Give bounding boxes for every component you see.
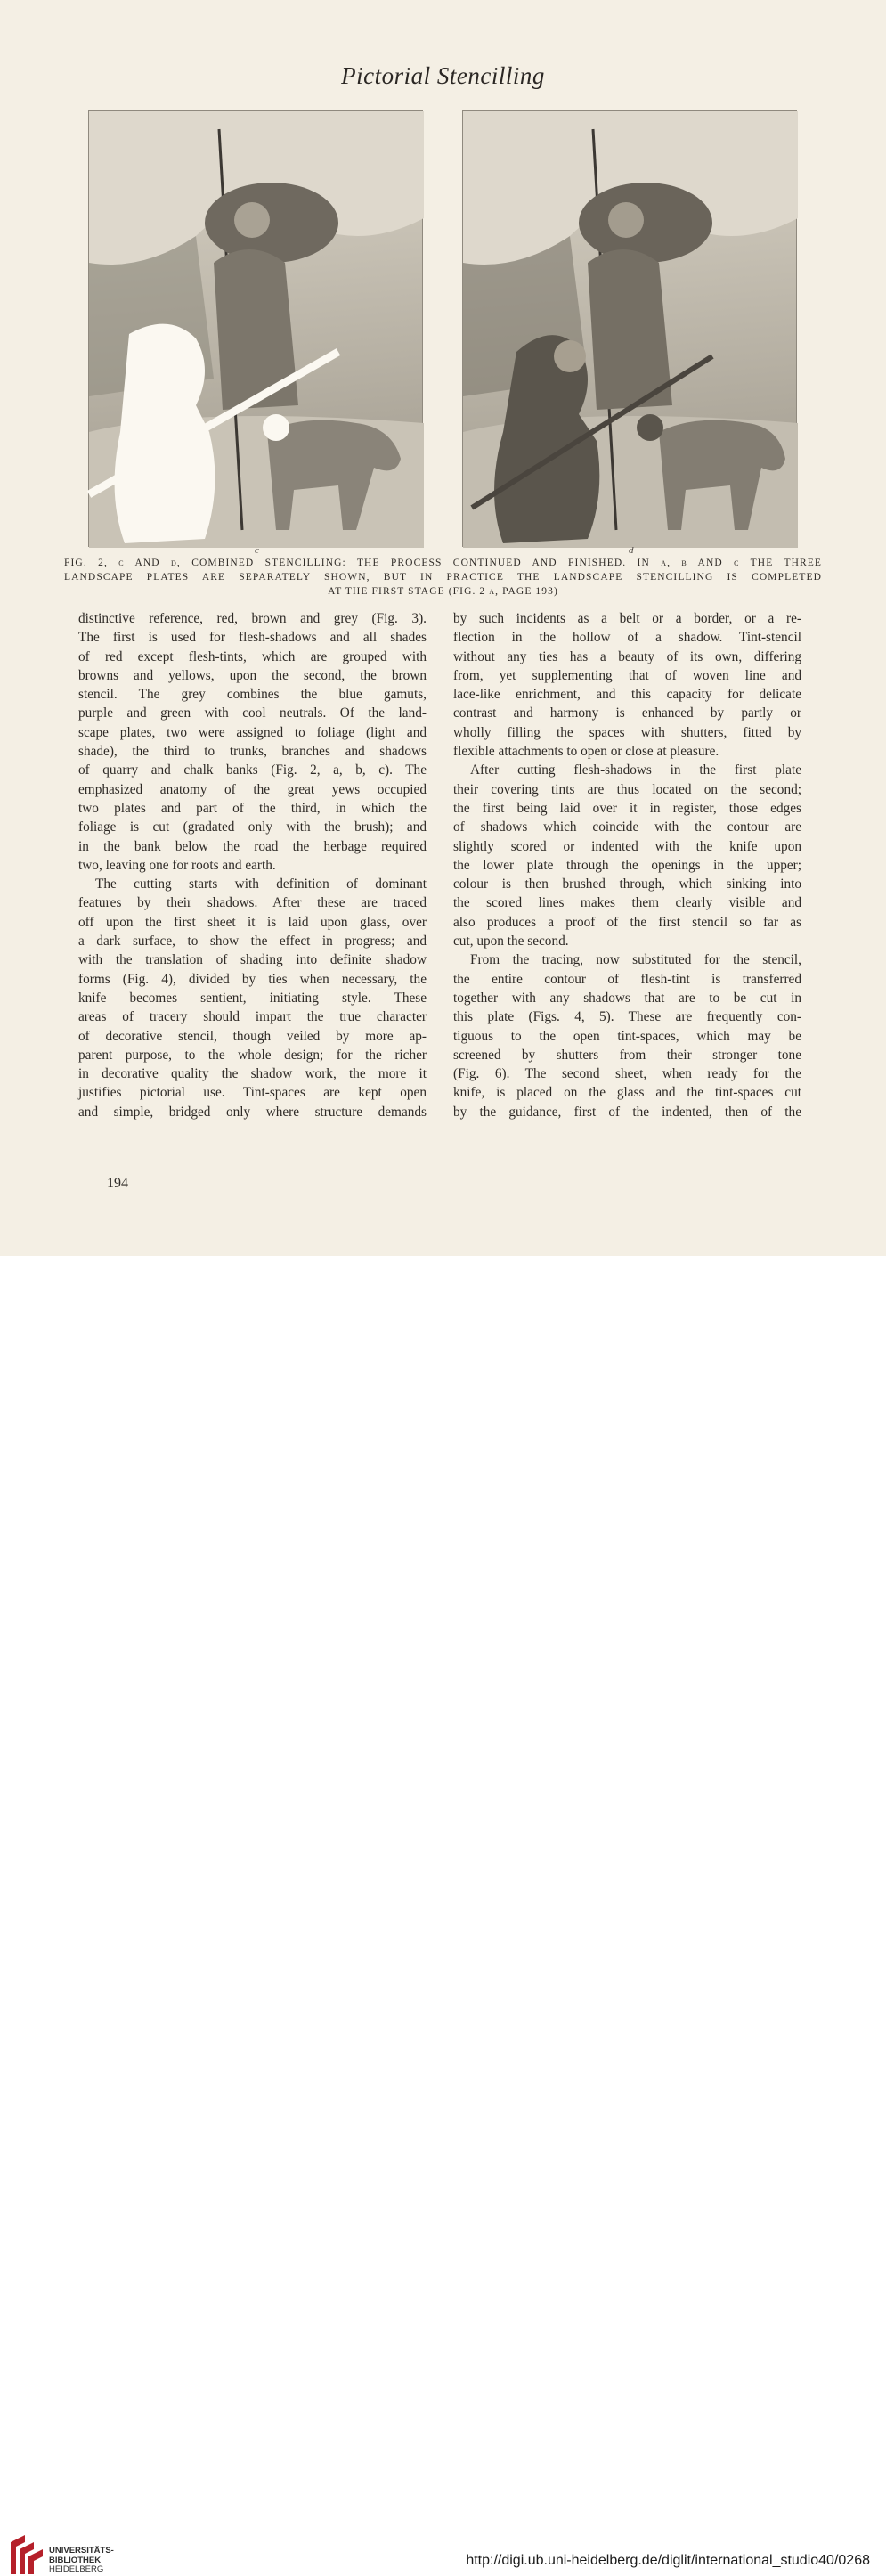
- text-line: After cutting flesh-shadows in the first plate: [470, 762, 801, 779]
- text-line: of decorative stencil, though veiled by more ap-: [78, 1028, 427, 1044]
- text-line: lace-like enrichment, and this capacity for delicate: [453, 687, 801, 703]
- text-line: a dark surface, to show the effect in progress; and: [78, 933, 427, 950]
- text-line: forms (Fig. 4), divided by ties when necessary, the: [78, 971, 427, 987]
- text-line: tiguous to the open tint-spaces, which may be: [453, 1028, 801, 1044]
- text-line: by such incidents as a belt or a border, or a re-: [453, 611, 801, 626]
- text-line: the lower plate through the openings in the upper;: [453, 857, 801, 873]
- book-page: [0, 0, 886, 1256]
- text-line: of red except flesh-tints, which are grouped with: [78, 648, 427, 664]
- text-line: by the guidance, first of the indented, then of the: [453, 1104, 801, 1120]
- text-line: wholly filling the spaces with shutters, fitted by: [453, 724, 801, 740]
- library-name: [49, 2547, 114, 2575]
- text-line: with the translation of shading into definite shadow: [78, 952, 427, 968]
- text-line: distinctive reference, red, brown and grey (Fig. 3).: [78, 611, 427, 626]
- text-line: knife, is placed on the glass and the tint-spaces cut: [453, 1085, 801, 1101]
- text-line: this plate (Figs. 4, 5). These are frequently con-: [453, 1009, 801, 1025]
- text-line: areas of tracery should impart the true character: [78, 1009, 427, 1025]
- page-number: 194: [107, 1176, 128, 1191]
- right-text-column: [453, 609, 801, 1121]
- text-line: The first is used for flesh-shadows and all shades: [78, 630, 427, 646]
- library-name-line: UNIVERSITÄTS-: [49, 2546, 114, 2556]
- text-line: browns and yellows, upon the second, the brown: [78, 667, 427, 683]
- text-line: the scored lines makes them clearly visible and: [453, 895, 801, 911]
- digitization-footer: [0, 1256, 886, 2574]
- library-name-line: HEIDELBERG: [49, 2564, 104, 2574]
- text-line: contrast and harmony is enhanced by partly or: [453, 705, 801, 721]
- text-line: knife becomes sentient, initiating style. These: [78, 990, 427, 1006]
- text-line: (Fig. 6). The second sheet, when ready for the: [453, 1066, 801, 1082]
- text-line: the first being laid over it in register, those edges: [453, 800, 801, 816]
- text-line: flection in the hollow of a shadow. Tint-stencil: [453, 630, 801, 646]
- text-line: stencil. The grey combines the blue gamuts,: [78, 687, 427, 703]
- source-url-link[interactable]: http://digi.ub.uni-heidelberg.de/diglit/international_studio40/0268: [466, 2553, 870, 2568]
- text-line: parent purpose, to the whole design; for the richer: [78, 1047, 427, 1063]
- text-line: two, leaving one for roots and earth.: [78, 857, 276, 873]
- text-line: features by their shadows. After these are traced: [78, 895, 427, 911]
- text-line: slightly scored or indented with the knife upon: [453, 838, 801, 854]
- text-line: in decorative quality the shadow work, the more it: [78, 1066, 427, 1082]
- left-text-column: [78, 609, 427, 1121]
- text-line: From the tracing, now substituted for the stencil,: [470, 952, 801, 968]
- figure-caption: [64, 556, 822, 599]
- text-line: justifies pictorial use. Tint-spaces are kept open: [78, 1085, 427, 1101]
- text-line: and simple, bridged only where structure demands: [78, 1104, 427, 1120]
- library-logo-icon: [7, 2533, 45, 2576]
- text-line: from, yet supplementing that of woven line and: [453, 667, 801, 683]
- figure-d-illustration: [462, 110, 797, 547]
- text-line: together with any shadows that are to be cut in: [453, 990, 801, 1006]
- text-line: in the bank below the road the herbage required: [78, 838, 427, 854]
- text-line: screened by shutters from their stronger tone: [453, 1047, 801, 1063]
- text-line: off upon the first sheet it is laid upon glass, over: [78, 914, 427, 930]
- text-line: foliage is cut (gradated only with the brush); and: [78, 819, 427, 836]
- caption-line: LANDSCAPE PLATES ARE SEPARATELY SHOWN, BUT IN PRACTICE THE LANDSCAPE STENCILLING IS COMPLETED: [64, 572, 822, 583]
- figure-c-illustration: [88, 110, 423, 547]
- text-line: of shadows which coincide with the contour are: [453, 819, 801, 836]
- library-name-line: BIBLIOTHEK: [49, 2555, 102, 2565]
- text-line: The cutting starts with definition of dominant: [95, 876, 427, 893]
- text-line: scape plates, two were assigned to foliage (light and: [78, 724, 427, 740]
- text-line: their covering tints are thus located on the second;: [453, 781, 801, 797]
- figure-c-letter: c: [255, 545, 259, 556]
- text-line: emphasized anatomy of the great yews occupied: [78, 781, 427, 797]
- figure-d-letter: d: [629, 545, 634, 556]
- caption-line: FIG. 2, c AND d, COMBINED STENCILLING: THE PROCESS CONTINUED AND FINISHED. IN a, b AND c THE THREE: [64, 558, 822, 568]
- caption-line: AT THE FIRST STAGE (FIG. 2 a, PAGE 193): [328, 586, 558, 597]
- text-line: also produces a proof of the first stencil so far as: [453, 914, 801, 930]
- text-line: of quarry and chalk banks (Fig. 2, a, b, c). The: [78, 762, 427, 779]
- text-line: purple and green with cool neutrals. Of the land-: [78, 705, 427, 721]
- text-line: flexible attachments to open or close at pleasure.: [453, 744, 719, 760]
- text-line: without any ties has a beauty of its own, differing: [453, 648, 801, 664]
- text-line: the entire contour of flesh-tint is transferred: [453, 971, 801, 987]
- text-line: shade), the third to trunks, branches and shadows: [78, 744, 427, 760]
- text-line: colour is then brushed through, which sinking into: [453, 876, 801, 893]
- text-line: cut, upon the second.: [453, 933, 569, 950]
- running-head: Pictorial Stencilling: [341, 62, 545, 89]
- text-line: two plates and part of the third, in which the: [78, 800, 427, 816]
